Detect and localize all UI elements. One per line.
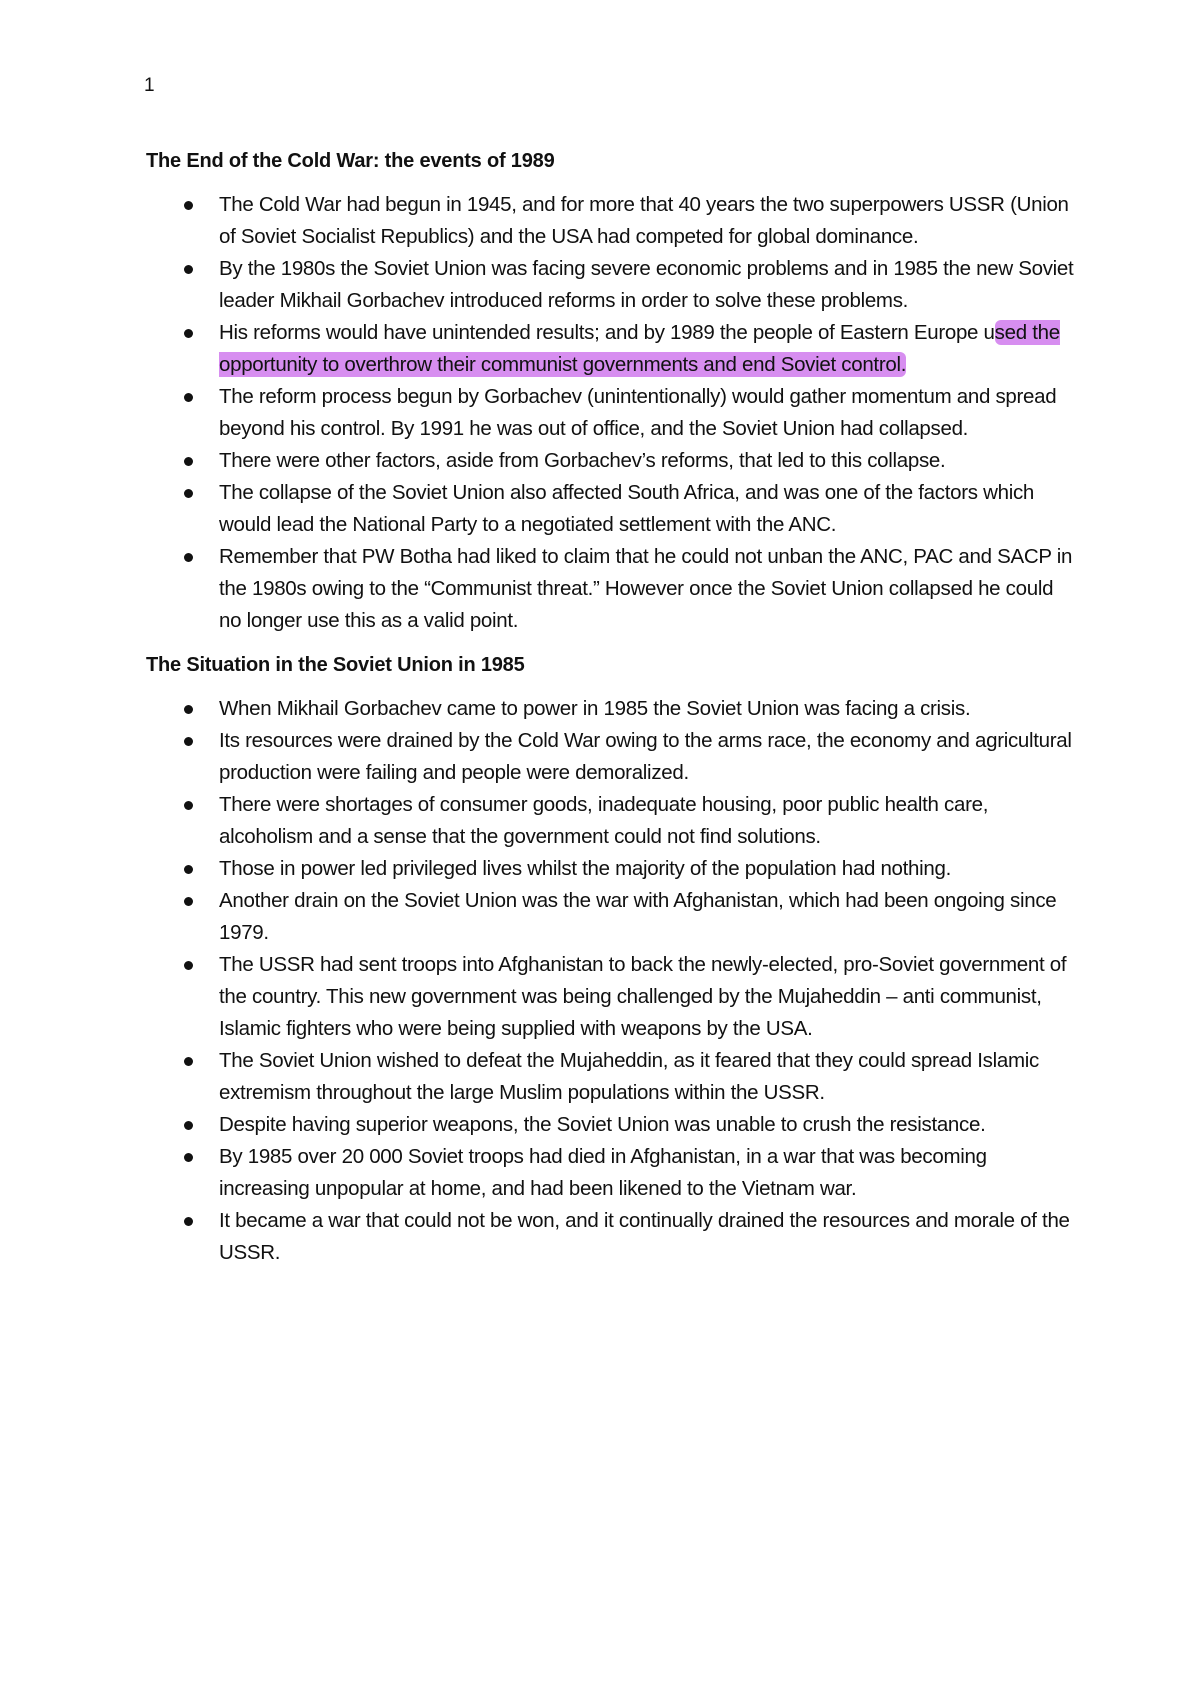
list-item-text: The reform process begun by Gorbachev (unintentionally) would gather momentum and spread beyond his control. By 1991 he was out of office, and the Soviet Union had collapsed. <box>219 385 1057 440</box>
list-item <box>146 1205 1076 1269</box>
section-heading: The Situation in the Soviet Union in 1985 <box>146 654 525 676</box>
list-item-text: By 1985 over 20 000 Soviet troops had died in Afghanistan, in a war that was becoming increasing unpopular at home, and had been likened to the Vietnam war. <box>219 1145 987 1200</box>
bullet-icon <box>184 1217 193 1226</box>
bullet-list <box>146 189 1076 637</box>
list-item <box>146 949 1076 1045</box>
list-item <box>146 253 1076 317</box>
list-item <box>146 1045 1076 1109</box>
bullet-icon <box>184 393 193 402</box>
bullet-icon <box>184 737 193 746</box>
bullet-list <box>146 693 1076 1269</box>
list-item-text: Those in power led privileged lives whilst the majority of the population had nothing. <box>219 857 952 880</box>
list-item <box>146 541 1076 637</box>
list-item <box>146 1109 1076 1141</box>
page-number: 1 <box>144 75 155 96</box>
bullet-icon <box>184 329 193 338</box>
list-item <box>146 789 1076 853</box>
bullet-icon <box>184 457 193 466</box>
list-item-text: His reforms would have unintended results; and by 1989 the people of Eastern Europe u <box>219 321 995 344</box>
list-item <box>146 445 1076 477</box>
bullet-icon <box>184 1121 193 1130</box>
bullet-icon <box>184 801 193 810</box>
list-item-text: There were shortages of consumer goods, inadequate housing, poor public health care, alcoholism and a sense that the government could not find solutions. <box>219 793 989 848</box>
list-item <box>146 853 1076 885</box>
list-item-text: The Cold War had begun in 1945, and for more that 40 years the two superpowers USSR (Union of Soviet Socialist Republics) and the USA had competed for global dominance. <box>219 193 1069 248</box>
list-item-text: The collapse of the Soviet Union also affected South Africa, and was one of the factors which would lead the National Party to a negotiated settlement with the ANC. <box>219 481 1035 536</box>
bullet-icon <box>184 897 193 906</box>
list-item <box>146 381 1076 445</box>
list-item <box>146 885 1076 949</box>
list-item-text: When Mikhail Gorbachev came to power in 1985 the Soviet Union was facing a crisis. <box>219 697 971 720</box>
section-soviet-situation <box>146 651 1076 1269</box>
list-item-text: Another drain on the Soviet Union was the war with Afghanistan, which had been ongoing since 1979. <box>219 889 1057 944</box>
section-heading: The End of the Cold War: the events of 1989 <box>146 150 555 172</box>
list-item <box>146 725 1076 789</box>
list-item <box>146 1141 1076 1205</box>
list-item-text: The USSR had sent troops into Afghanistan to back the newly-elected, pro-Soviet government of the country. This new government was being challenged by the Mujaheddin – anti communist, Islamic fighters who were being supplied with weapons by the USA. <box>219 953 1067 1040</box>
list-item <box>146 189 1076 253</box>
highlighted-text: sed the opportunity to overthrow their communist governments and end Soviet control. <box>219 321 1060 376</box>
list-item <box>146 317 1076 381</box>
list-item-text: By the 1980s the Soviet Union was facing severe economic problems and in 1985 the new Soviet leader Mikhail Gorbachev introduced reforms in order to solve these problems. <box>219 257 1074 312</box>
bullet-icon <box>184 865 193 874</box>
bullet-icon <box>184 1057 193 1066</box>
list-item <box>146 693 1076 725</box>
list-item-text: There were other factors, aside from Gorbachev’s reforms, that led to this collapse. <box>219 449 946 472</box>
document-content <box>146 147 1076 1269</box>
bullet-icon <box>184 961 193 970</box>
list-item-text: Remember that PW Botha had liked to claim that he could not unban the ANC, PAC and SACP in the 1980s owing to the “Communist threat.” However once the Soviet Union collapsed he could no longer use this as a valid point. <box>219 545 1073 632</box>
section-cold-war-end <box>146 147 1076 637</box>
list-item-text: It became a war that could not be won, and it continually drained the resources and morale of the USSR. <box>219 1209 1070 1264</box>
list-item <box>146 477 1076 541</box>
bullet-icon <box>184 553 193 562</box>
bullet-icon <box>184 489 193 498</box>
bullet-icon <box>184 1153 193 1162</box>
list-item-text: Its resources were drained by the Cold War owing to the arms race, the economy and agricultural production were failing and people were demoralized. <box>219 729 1072 784</box>
list-item-text: The Soviet Union wished to defeat the Mujaheddin, as it feared that they could spread Islamic extremism throughout the large Muslim populations within the USSR. <box>219 1049 1039 1104</box>
list-item-text: Despite having superior weapons, the Soviet Union was unable to crush the resistance. <box>219 1113 986 1136</box>
bullet-icon <box>184 265 193 274</box>
bullet-icon <box>184 705 193 714</box>
bullet-icon <box>184 201 193 210</box>
